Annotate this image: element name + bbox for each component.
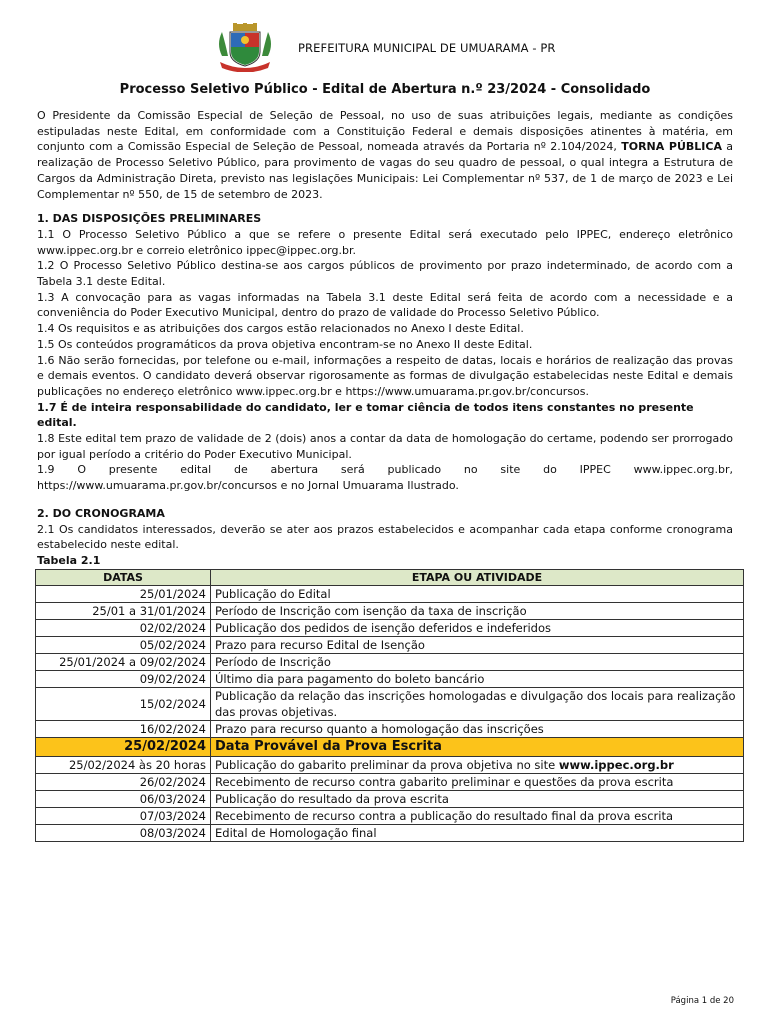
row-date: 26/02/2024 xyxy=(36,774,211,791)
document-title: Processo Seletivo Público - Edital de Abertura n.º 23/2024 - Consolidado xyxy=(119,82,651,97)
section2-heading: 2. DO CRONOGRAMA xyxy=(37,506,165,520)
item-1-2: 1.2 O Processo Seletivo Público destina-se aos cargos públicos de provimento por prazo indeterminado, de acordo com a Tabela 3.1 deste Edital. xyxy=(37,259,733,289)
row-date: 06/03/2024 xyxy=(36,791,211,808)
table-row xyxy=(36,671,744,688)
table-row xyxy=(36,654,744,671)
item-1-7: 1.7 É de inteira responsabilidade do candidato, ler e tomar ciência de todos itens constantes no presente edital. xyxy=(37,400,694,430)
row-date: 25/01 a 31/01/2024 xyxy=(36,603,211,620)
item-1-8: 1.8 Este edital tem prazo de validade de 2 (dois) anos a contar da data de homologação do certame, podendo ser prorrogado por igual período a critério do Poder Executivo Municipal. xyxy=(37,432,733,461)
row-activity: Período de Inscrição com isenção da taxa de inscrição xyxy=(211,603,744,620)
page-number: Página 1 de 20 xyxy=(670,996,734,1006)
table-row xyxy=(36,721,744,738)
row-date: 15/02/2024 xyxy=(36,688,211,721)
row-activity-link: www.ippec.org.br xyxy=(558,758,674,773)
row-date: 25/01/2024 a 09/02/2024 xyxy=(36,654,211,671)
row-activity: Recebimento de recurso contra a publicação do resultado final da prova escrita xyxy=(211,808,744,825)
document-body xyxy=(37,108,736,842)
table-label: Tabela 2.1 xyxy=(37,553,101,567)
row-activity: Último dia para pagamento do boleto bancário xyxy=(211,671,744,688)
schedule-table xyxy=(35,569,744,843)
item-1-9: 1.9 O presente edital de abertura será publicado no site do IPPEC www.ippec.org.br, https://www.umuarama.pr.gov.br/concursos e no Jornal Umuarama Ilustrado. xyxy=(37,463,733,493)
row-date: 25/01/2024 xyxy=(36,586,211,603)
municipal-crest-icon xyxy=(214,22,276,72)
row-activity: Edital de Homologação final xyxy=(211,825,744,842)
table-row xyxy=(36,757,744,774)
item-2-1: 2.1 Os candidatos interessados, deverão se ater aos prazos estabelecidos e acompanhar cada etapa conforme cronograma estabelecido neste edital. xyxy=(37,522,733,552)
item-1-1: 1.1 O Processo Seletivo Público a que se refere o presente Edital será executado pelo IPPEC, endereço eletrônico www.ippec.org.br e correio eletrônico ippec@ippec.org.br. xyxy=(37,227,733,257)
row-activity: Data Provável da Prova Escrita xyxy=(211,738,744,757)
row-activity: Recebimento de recurso contra gabarito preliminar e questões da prova escrita xyxy=(211,774,744,791)
intro-paragraph xyxy=(37,108,733,202)
row-date: 25/02/2024 às 20 horas xyxy=(36,757,211,774)
item-1-5: 1.5 Os conteúdos programáticos da prova objetiva encontram-se no Anexo II deste Edital. xyxy=(37,337,533,351)
row-date: 07/03/2024 xyxy=(36,808,211,825)
row-activity: Período de Inscrição xyxy=(211,654,744,671)
header-activity: ETAPA OU ATIVIDADE xyxy=(211,569,744,586)
section1-heading: 1. DAS DISPOSIÇÕES PRELIMINARES xyxy=(37,212,262,226)
row-activity: Publicação da relação das inscrições homologadas e divulgação dos locais para realização das provas objetivas. xyxy=(211,688,744,721)
item-1-4: 1.4 Os requisitos e as atribuições dos cargos estão relacionados no Anexo I deste Edital. xyxy=(37,322,524,336)
table-row xyxy=(36,825,744,842)
table-row xyxy=(36,637,744,654)
row-activity: Prazo para recurso quanto a homologação das inscrições xyxy=(211,721,744,738)
header-dates: DATAS xyxy=(36,569,211,586)
intro-text-1: O Presidente da Comissão Especial de Seleção de Pessoal, no uso de suas atribuições legais, mediante as condições estipuladas neste Edital, em conformidade com a Constituição Federal e demais disposições atinentes à matéria, em conjunto com a Comissão Especial de Seleção de Pessoal, nomeada através da Portaria nº 2.104/2024, xyxy=(37,109,733,154)
institution-name: PREFEITURA MUNICIPAL DE UMUARAMA - PR xyxy=(298,41,556,55)
table-row xyxy=(36,603,744,620)
table-row-highlighted xyxy=(36,738,744,757)
row-date: 02/02/2024 xyxy=(36,620,211,637)
row-date: 16/02/2024 xyxy=(36,721,211,738)
table-row xyxy=(36,774,744,791)
table-row xyxy=(36,808,744,825)
table-row xyxy=(36,586,744,603)
item-1-3: 1.3 A convocação para as vagas informadas na Tabela 3.1 deste Edital será feita de acordo com a necessidade e a conveniência do Poder Executivo Municipal, dentro do prazo de validade do Processo Seletivo Público. xyxy=(37,290,733,320)
table-row xyxy=(36,620,744,637)
row-activity: Publicação do Edital xyxy=(211,586,744,603)
row-activity: Publicação dos pedidos de isenção deferidos e indeferidos xyxy=(211,620,744,637)
page-header xyxy=(0,22,770,72)
row-date: 25/02/2024 xyxy=(36,738,211,757)
row-date: 08/03/2024 xyxy=(36,825,211,842)
row-activity-text: Publicação do gabarito preliminar da prova objetiva no site xyxy=(215,758,559,773)
row-activity: Publicação do resultado da prova escrita xyxy=(211,791,744,808)
row-activity xyxy=(211,757,744,774)
row-activity: Prazo para recurso Edital de Isenção xyxy=(211,637,744,654)
item-1-6: 1.6 Não serão fornecidas, por telefone ou e-mail, informações a respeito de datas, locais e horários de realização das provas e demais eventos. O candidato deverá observar rigorosamente as formas de divulgação estabelecidas neste Edital e demais publicações no endereço eletrônico www.ippec.org.br e https://www.umuarama.pr.gov.br/concursos. xyxy=(37,353,733,398)
table-row xyxy=(36,791,744,808)
intro-bold: TORNA PÚBLICA xyxy=(621,140,722,154)
intro-text-2: a realização de Processo Seletivo Público, para provimento de vagas do seu quadro de pessoal, o qual integra a Estrutura de Cargos da Administração Direta, previsto nas legislações Municipais: Lei Complementar nº 537, de 1 de março de 2023 e Lei Complementar nº 550, de 15 de setembro de 2023. xyxy=(37,140,734,201)
table-header-row xyxy=(36,569,744,586)
table-row xyxy=(36,688,744,721)
row-date: 05/02/2024 xyxy=(36,637,211,654)
row-date: 09/02/2024 xyxy=(36,671,211,688)
